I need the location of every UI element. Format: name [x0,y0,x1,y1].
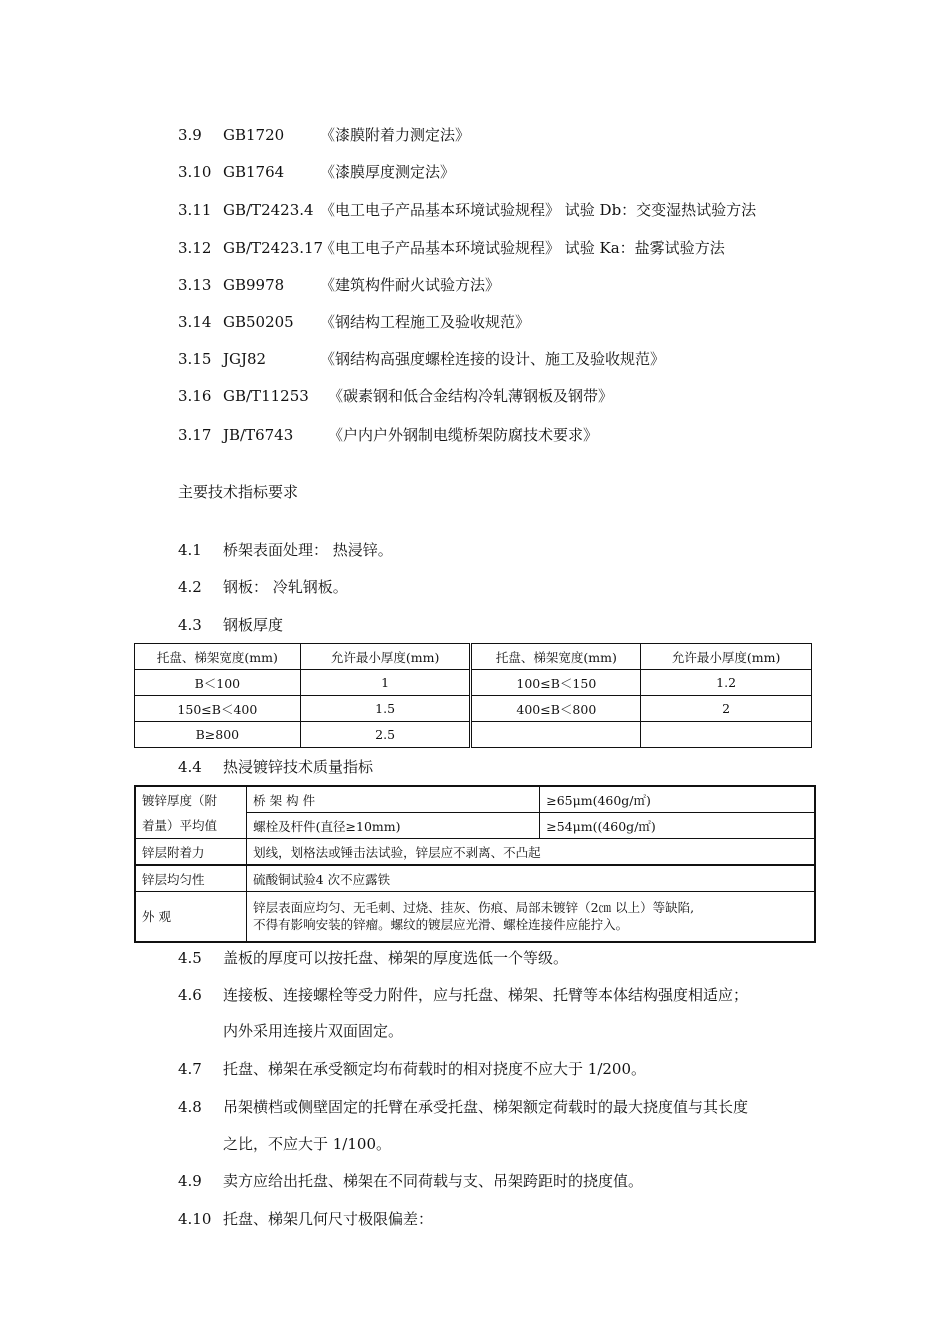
item-text: 托盘、梯架在承受额定均布荷载时的相对挠度不应大于 1/200。 [223,1060,646,1078]
row-label: 外 观 [135,892,247,942]
spec-item [178,1209,434,1229]
standard-title: 《钢结构工程施工及验收规范》 [320,313,531,331]
galvanizing-table [134,785,816,943]
row-label: 镀锌厚度（附 [135,786,247,813]
standard-code: GB1764 [223,163,285,181]
item-number: 4.6 [178,986,202,1004]
header-cell: 允许最小厚度(mm) [300,644,471,670]
table-row [135,722,812,748]
item-number: 4.1 [178,541,202,559]
standard-title: 《建筑构件耐火试验方法》 [320,276,501,294]
spec-item [178,615,284,635]
item-number: 4.10 [178,1210,212,1228]
table-cell: 1.5 [300,696,471,722]
table-row [135,839,815,866]
item-number: 3.10 [178,163,212,181]
thickness-table [134,643,812,748]
item-text: 吊架横档或侧壁固定的托臂在承受托盘、梯架额定荷载时的最大挠度值与其长度 [223,1098,749,1116]
item-number: 3.15 [178,350,212,368]
standard-code: GB/T11253 [223,387,309,405]
spec-item [178,577,348,597]
row-label: 着量）平均值 [135,813,247,839]
table-cell: 1 [300,670,471,696]
item-continuation: 内外采用连接片双面固定。 [223,1022,404,1040]
standard-code: GB/T2423.17 [223,239,324,257]
item-number: 4.2 [178,578,202,596]
appearance-line-1: 锌层表面应均匀、无毛刺、过烧、挂灰、伤痕、局部未镀锌（2㎝ 以上）等缺陷, [253,900,695,916]
standard-code: GB1720 [223,126,285,144]
standard-code: GB50205 [223,313,294,331]
standard-code: JB/T6743 [223,426,294,444]
spec-item [178,948,569,968]
spec-item [178,540,393,560]
spec-item [178,1059,646,1079]
item-number: 4.4 [178,758,202,776]
table-cell: 2.5 [300,722,471,748]
section-heading: 主要技术指标要求 [178,483,299,501]
standard-title: 《电工电子产品基本环境试验规程》 试验 Ka：盐雾试验方法 [320,239,725,257]
table-cell: 100≤B＜150 [471,670,641,696]
item-text: 盖板的厚度可以按托盘、梯架的厚度选低一个等级。 [223,949,569,967]
standard-title: 《漆膜附着力测定法》 [320,126,471,144]
item-number: 4.9 [178,1172,202,1190]
table-cell: B≥800 [135,722,301,748]
item-text: 托盘、梯架几何尺寸极限偏差： [223,1210,434,1228]
row-label: 锌层附着力 [135,839,247,866]
item-number: 4.3 [178,616,202,634]
table-row [135,892,815,942]
table-row [135,670,812,696]
item-number: 3.12 [178,239,212,257]
row-label: 锌层均匀性 [135,865,247,892]
table-row [135,813,815,839]
table-cell: 硫酸铜试验4 次不应露铁 [247,865,815,892]
item-continuation: 之比，不应大于 1/100。 [223,1135,391,1153]
table-cell: 400≤B＜800 [471,696,641,722]
standard-title: 《电工电子产品基本环境试验规程》 试验 Db：交变湿热试验方法 [320,201,757,219]
table-cell: 1.2 [641,670,812,696]
table-cell [471,722,641,748]
spec-item [178,985,749,1005]
table-cell: 桥 架 构 件 [247,786,540,813]
item-number: 4.7 [178,1060,202,1078]
table-cell: 划线，划格法或锤击法试验，锌层应不剥离、不凸起 [247,839,815,866]
standard-code: JGJ82 [223,350,267,368]
standard-title: 《户内户外钢制电缆桥架防腐技术要求》 [328,426,599,444]
table-cell: 螺栓及杆件(直径≥10mm) [247,813,540,839]
item-number: 3.11 [178,201,212,219]
item-text: 桥架表面处理： 热浸锌。 [223,541,393,559]
item-text: 钢板： 冷轧钢板。 [223,578,348,596]
table-cell: ≥54μm((460g/㎡) [540,813,815,839]
item-number: 4.8 [178,1098,202,1116]
item-number: 3.17 [178,426,212,444]
table-cell: 2 [641,696,812,722]
standard-code: GB/T2423.4 [223,201,314,219]
spec-item [178,1097,749,1117]
item-text: 连接板、连接螺栓等受力附件，应与托盘、梯架、托臂等本体结构强度相适应； [223,986,749,1004]
appearance-line-2: 不得有影响安装的锌瘤。螺纹的镀层应光滑、螺栓连接件应能拧入。 [253,917,629,933]
item-text: 卖方应给出托盘、梯架在不同荷载与支、吊架跨距时的挠度值。 [223,1172,644,1190]
standard-title: 《碳素钢和低合金结构冷轧薄钢板及钢带》 [328,387,614,405]
table-row [135,786,815,813]
table-header-row [135,644,812,670]
table-row [135,696,812,722]
item-text: 热浸镀锌技术质量指标 [223,758,374,776]
item-number: 3.16 [178,387,212,405]
spec-item [178,757,374,777]
header-cell: 允许最小厚度(mm) [641,644,812,670]
item-number: 4.5 [178,949,202,967]
standard-title: 《漆膜厚度测定法》 [320,163,456,181]
header-cell: 托盘、梯架宽度(mm) [471,644,641,670]
standard-code: GB9978 [223,276,285,294]
standard-title: 《钢结构高强度螺栓连接的设计、施工及验收规范》 [320,350,666,368]
item-number: 3.9 [178,126,202,144]
spec-item [178,1171,644,1191]
header-cell: 托盘、梯架宽度(mm) [135,644,301,670]
table-cell [641,722,812,748]
item-text: 钢板厚度 [223,616,284,634]
item-number: 3.13 [178,276,212,294]
table-row [135,865,815,892]
appearance-cell [247,892,815,942]
item-number: 3.14 [178,313,212,331]
table-cell: 150≤B＜400 [135,696,301,722]
table-cell: B＜100 [135,670,301,696]
table-cell: ≥65μm(460g/㎡) [540,786,815,813]
